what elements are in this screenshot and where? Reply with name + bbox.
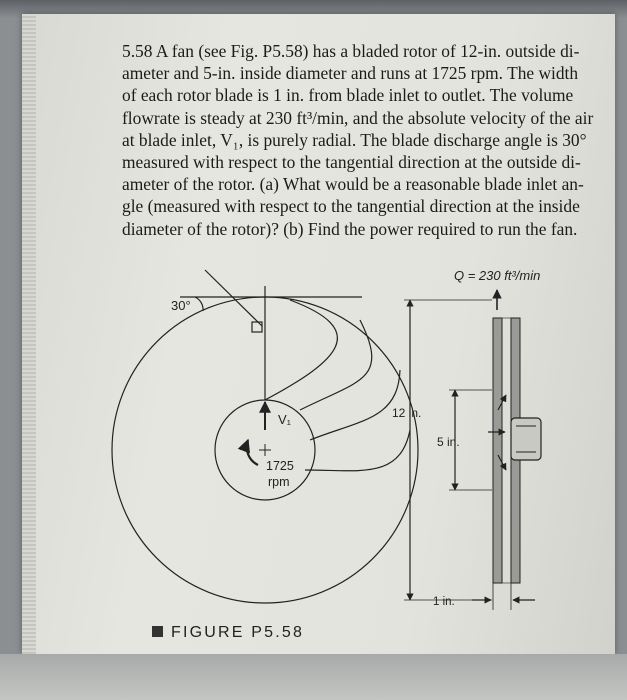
figure-caption	[152, 624, 304, 642]
rotor-front-plate	[493, 318, 502, 583]
rotor-blade	[265, 300, 337, 400]
rotor-blade-channel	[502, 318, 511, 583]
problem-line: diameter of the rotor)? (b) Find the power required to run the fan.	[122, 218, 578, 239]
rotor-blade	[300, 320, 372, 410]
figure-caption-text: FIGURE P5.58	[171, 624, 305, 641]
problem-line: gle (measured with respect to the tangential direction at the inside	[122, 196, 580, 217]
problem-line: measured with respect to the tangential direction at the outside di-	[122, 152, 581, 173]
problem-line: at blade inlet, V₁, is purely radial. The blade discharge angle is 30°	[122, 129, 587, 150]
right-angle-mark	[252, 322, 262, 332]
outer-diameter-label: 12 in.	[392, 406, 422, 420]
problem-line: of each rotor blade is 1 in. from blade inlet to outlet. The volume	[122, 85, 574, 106]
problem-line: ameter of the rotor. (a) What would be a reasonable blade inlet an-	[122, 174, 584, 195]
problem-line: flowrate is steady at 230 ft³/min, and the absolute velocity of the air	[122, 107, 594, 128]
blade-width-label: 1 in.	[433, 596, 455, 608]
inlet-velocity-label: V₁	[278, 412, 292, 427]
caption-square-icon	[152, 626, 163, 637]
rotation-speed-unit: rpm	[268, 475, 290, 489]
rotor-hub	[511, 418, 541, 460]
problem-line: 5.58 A fan (see Fig. P5.58) has a bladed rotor of 12-in. outside di-	[122, 41, 580, 61]
rotation-arrow	[247, 440, 258, 465]
rotation-speed-value: 1725	[266, 459, 294, 473]
problem-line: ameter and 5-in. inside diameter and runs at 1725 rpm. The width	[122, 63, 579, 84]
angle-arc	[195, 297, 203, 311]
flowrate-label: Q = 230 ft³/min	[454, 268, 541, 283]
inner-diameter-label: 5 in.	[437, 435, 460, 449]
discharge-angle-label: 30°	[171, 298, 191, 313]
rotor-blade	[310, 370, 400, 440]
